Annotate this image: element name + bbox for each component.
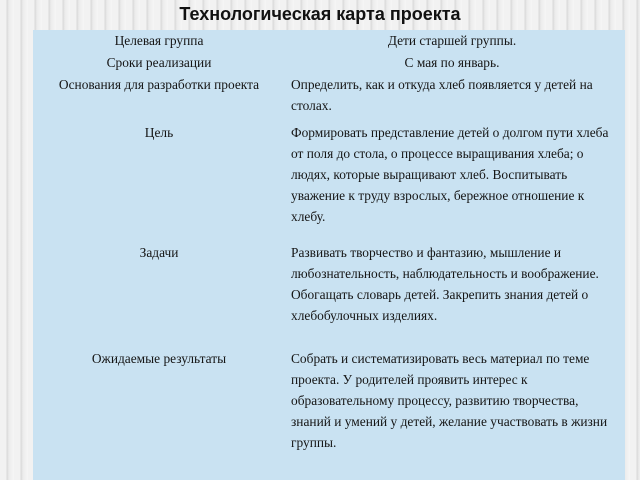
- row-value: Развивать творчество и фантазию, мышление и любознательность, наблюдательность и воображение. Обогащать словарь детей. Закрепить знания детей о хлебобулочных изделиях.: [291, 245, 599, 323]
- row-label: Сроки реализации: [106, 55, 212, 70]
- row-label: Целевая группа: [114, 33, 204, 48]
- page-title: Технологическая карта проекта: [179, 4, 461, 24]
- table-row-goal: [33, 122, 625, 242]
- row-value: Собрать и систематизировать весь материал по теме проекта. У родителей проявить интерес к образовательному процессу, развитию творчества, знаний и умений у детей, желание участвовать в жизни группы.: [291, 351, 608, 450]
- row-label: Задачи: [139, 245, 179, 260]
- table-row-basis: [33, 74, 625, 122]
- table-row-target-group: [33, 30, 625, 52]
- table-row-terms: [33, 52, 625, 74]
- row-label: Цель: [144, 125, 174, 140]
- row-value: С мая по январь.: [404, 55, 500, 70]
- row-value: Дети старшей группы.: [387, 33, 517, 48]
- project-card-table: [33, 30, 625, 480]
- row-label: Основания для разработки проекта: [58, 77, 260, 92]
- row-value: Формировать представление детей о долгом пути хлеба от поля до стола, о процессе выращивания хлеба; о людях, которые выращивают хлеб. Воспитывать уважение к труду взрослых, бережное отношение к хлебу.: [291, 125, 609, 224]
- table-row-tasks: [33, 242, 625, 348]
- table-row-results: [33, 348, 625, 453]
- row-value: Определить, как и откуда хлеб появляется у детей на столах.: [291, 77, 593, 113]
- row-label: Ожидаемые результаты: [91, 351, 227, 366]
